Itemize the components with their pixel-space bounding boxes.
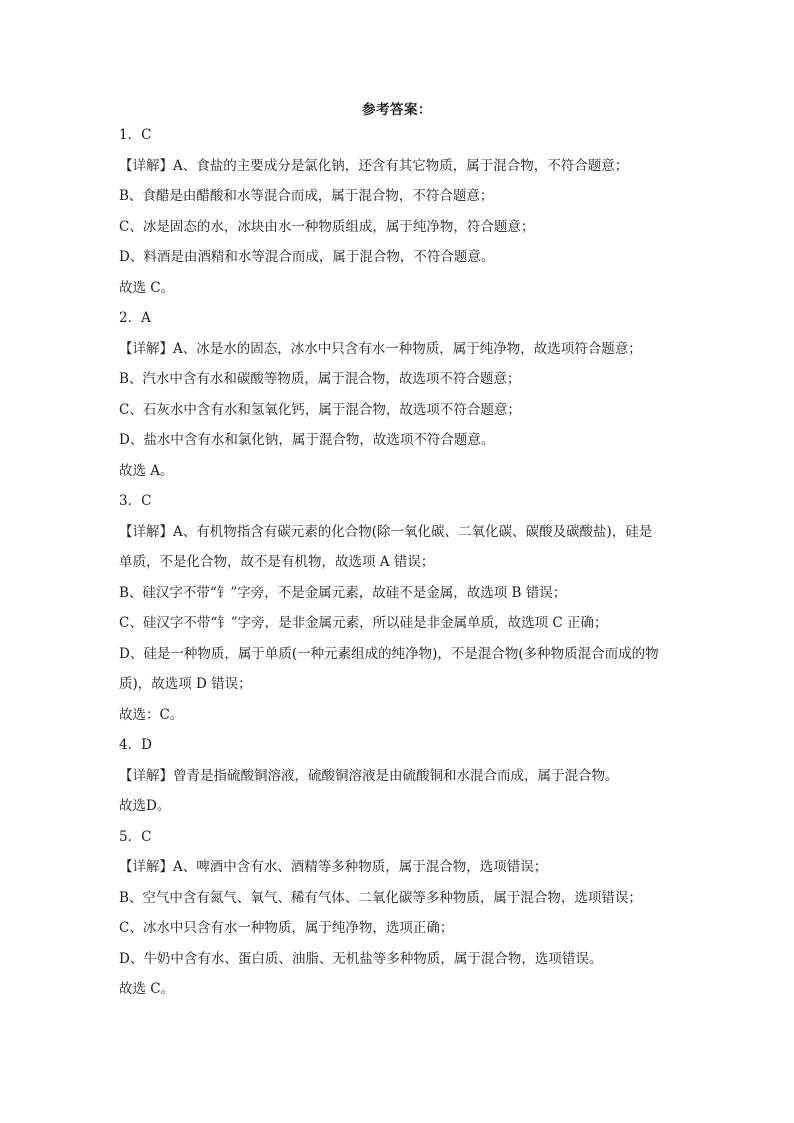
explanation-line: C、石灰水中含有水和氢氧化钙，属于混合物，故选项不符合题意； <box>119 401 521 418</box>
conclusion-line: 故选：C。 <box>119 706 184 723</box>
explanation-line: 【详解】A、冰是水的固态，冰水中只含有水一种物质，属于纯净物，故选项符合题意； <box>119 340 642 357</box>
conclusion-line: 故选 A。 <box>119 462 174 479</box>
explanation-line: 单质，不是化合物，故不是有机物，故选项 A 错误； <box>119 554 435 570</box>
explanation-line: 【详解】A、啤酒中含有水、酒精等多种物质，属于混合物，选项错误； <box>119 859 548 875</box>
explanation-line: 【详解】曾青是指硫酸铜溶液，硫酸铜溶液是由硫酸铜和水混合而成，属于混合物。 <box>119 767 619 784</box>
explanation-line: D、料酒是由酒精和水等混合而成，属于混合物，不符合题意。 <box>119 249 495 265</box>
answer-number-2: 2．A <box>119 310 151 326</box>
explanation-line: C、冰是固态的水，冰块由水一种物质组成，属于纯净物，符合题意； <box>119 218 535 235</box>
answer-number-1: 1．C <box>119 127 152 143</box>
explanation-line: D、盐水中含有水和氯化钠，属于混合物，故选项不符合题意。 <box>119 432 495 448</box>
explanation-line: B、硅汉字不带“钅”字旁，不是金属元素，故硅不是金属，故选项 B 错误； <box>119 584 567 601</box>
explanation-line: C、冰水中只含有水一种物质，属于纯净物，选项正确； <box>119 920 454 936</box>
explanation-line: 质)，故选项 D 错误； <box>119 676 252 692</box>
answer-content <box>119 120 679 1005</box>
explanation-line: B、空气中含有氮气、氧气、稀有气体、二氧化碳等多种物质，属于混合物，选项错误； <box>119 889 642 906</box>
explanation-line: 【详解】A、食盐的主要成分是氯化钠，还含有其它物质，属于混合物，不符合题意； <box>119 157 629 174</box>
explanation-line: B、汽水中含有水和碳酸等物质，属于混合物，故选项不符合题意； <box>119 371 521 387</box>
conclusion-line: 故选D。 <box>119 798 171 814</box>
explanation-line: 【详解】A、有机物指含有碳元素的化合物(除一氧化碳、二氧化碳、碳酸及碳酸盐)，硅是 <box>119 523 653 540</box>
conclusion-line: 故选 C。 <box>119 279 175 296</box>
answer-number-4: 4．D <box>119 737 152 753</box>
answer-number-3: 3．C <box>119 493 152 509</box>
explanation-line: D、硅是一种物质，属于单质(一种元素组成的纯净物)，不是混合物(多种物质混合而成的物 <box>119 645 659 662</box>
conclusion-line: 故选 C。 <box>119 981 175 997</box>
explanation-line: C、硅汉字不带“钅”字旁，是非金属元素，所以硅是非金属单质，故选项 C 正确； <box>119 615 608 631</box>
explanation-line: B、食醋是由醋酸和水等混合而成，属于混合物，不符合题意； <box>119 188 494 204</box>
answer-number-5: 5．C <box>119 828 152 845</box>
explanation-line: D、牛奶中含有水、蛋白质、油脂、无机盐等多种物质，属于混合物，选项错误。 <box>119 950 603 967</box>
page-title: 参考答案： <box>362 102 432 118</box>
